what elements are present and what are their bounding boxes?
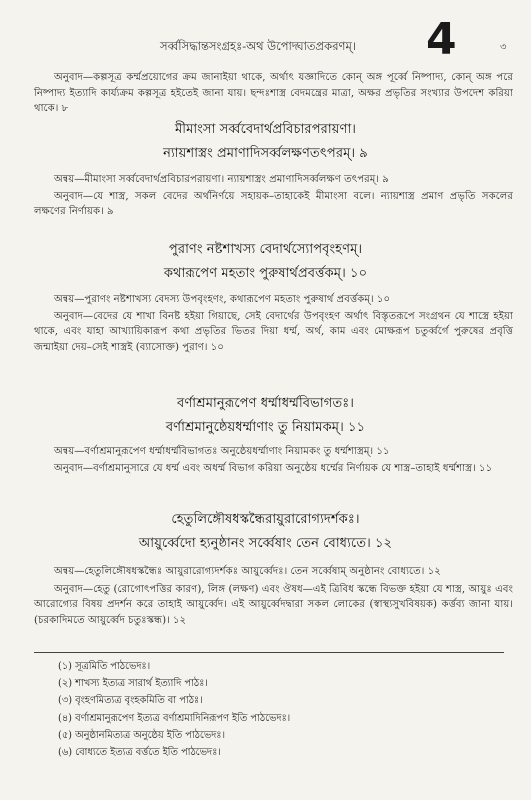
anvaya-paragraph: অন্বয়—হেতুলিঙ্গৌষধস্কন্ধৈঃ আয়ুরারোগ্যদর্শকঃ আয়ুর্ব্বেদঃ। তেন সর্ব্বেষাম্ অনুষ্ঠানং বোধ্যতে। ১২ bbox=[54, 566, 441, 577]
translation-8 bbox=[0, 70, 531, 117]
footnote: (২) শাখস্য ইত্যত্র সারার্থ ইত্যাদি পাঠঃ। bbox=[58, 678, 208, 690]
verse-line: বর্ণাশ্রমানুরূপেণ ধর্ম্মাধর্ম্মবিভাগতঃ। bbox=[176, 396, 354, 411]
translation-paragraph: অনুবাদ—বেদের যে শাখা বিনষ্ট হইয়া গিয়াছে, সেই বেদার্থের উপবৃংহণ অর্থাৎ বিস্তৃতরূপে সংগ্রথন যে শাস্ত্রে হইয়া থাকে, এবং যাহা আখ্যায়িকারূপ কথা প্রভৃতির ভিতর দিয়া ধর্ম্ম, অর্থ, কাম এবং মোক্ষরূপ চতুর্ব্বর্গে পুরুষের প্রবৃত্তি জন্মাইয়া দেয়–সেই শাস্ত্রই (ব্যাসোক্ত) পুরাণ। ১০ bbox=[34, 310, 513, 353]
verse-12 bbox=[0, 508, 531, 556]
verse-line: হেতুলিঙ্গৌষধস্কন্ধৈরায়ুরারোগ্যদর্শকঃ। bbox=[171, 512, 360, 527]
commentary-10 bbox=[0, 292, 531, 355]
footnote: (১) সূত্রমিতি পাঠভেদঃ। bbox=[58, 661, 151, 672]
commentary-11 bbox=[0, 444, 531, 476]
footnotes bbox=[58, 658, 290, 761]
verse-line: আয়ুর্ব্বেদো হ্যনুষ্ঠানং সর্ব্বেষাং তেন বোধ্যতে। ১২ bbox=[138, 536, 393, 551]
commentary-12 bbox=[0, 564, 531, 628]
page-number: ৩ bbox=[500, 42, 507, 53]
anvaya-paragraph: অন্বয়—বর্ণাশ্রমানুরূপেণ ধর্ম্মাধর্ম্মবিভাগতঃ অনুষ্ঠেয়ধর্ম্মাণাং নিয়ামকং তু ধর্ম্মশাস্ত্রম্‌। ১১ bbox=[54, 446, 390, 457]
verse-line: মীমাংসা সর্ব্ববেদার্থপ্রবিচারপরায়ণা। bbox=[174, 122, 357, 137]
handwritten-page-number: 4 bbox=[426, 14, 457, 65]
footnote-divider bbox=[34, 652, 504, 653]
commentary-9 bbox=[0, 172, 531, 220]
anvaya-paragraph: অন্বয়—পুরাণং নষ্টশাখস্য বেদস্য উপবৃংহণং, কথারূপেণ মহতাং পুরুষার্থ প্রবর্ত্তকম্‌। ১০ bbox=[54, 294, 391, 305]
footnote: (৬) বোধ্যতে ইত্যত্র বর্ত্ততে ইতি পাঠভেদঃ। bbox=[58, 747, 221, 759]
verse-11 bbox=[0, 392, 531, 440]
paragraph: অনুবাদ—কল্পসূত্র কর্ম্মপ্রয়োগের ক্রম জানাইয়া থাকে, অর্থাৎ যজ্ঞাদিতে কোন্ অঙ্গ পূর্ব্বে নিষ্পাদ্য, কোন্ অঙ্গ পরে নিষ্পাদ্য ইত্যাদি কার্য্যক্রম কল্পসূত্র হইতেই জানা যায়। ছন্দঃশাস্ত্র বেদমন্ত্রের মাত্রা, অক্ষর প্রভৃতির সংখ্যার উপদেশ করিয়া থাকে। ৮ bbox=[34, 72, 513, 115]
translation-paragraph: অনুবাদ—যে শাস্ত্র, সকল বেদের অর্থনির্ণয়ে সহায়ক–তাহাকেই মীমাংসা বলে। ন্যায়শাস্ত্র প্রমাণ প্রভৃতি সকলের লক্ষণের নির্ণায়ক। ৯ bbox=[34, 190, 513, 218]
footnote: (৪) বর্ণাশ্রমানুরূপেণ ইত্যত্র বর্ণাশ্রমাদিনিরূপণ ইতি পাঠভেদঃ। bbox=[58, 712, 291, 724]
footnote: (৩) বৃংহণমিত্যত্র বৃংহকমিতি বা পাঠঃ। bbox=[58, 695, 203, 707]
anvaya-paragraph: অন্বয়—মীমাংসা সর্ব্ববেদার্থপ্রবিচারপরায়ণা। ন্যায়শাস্ত্রং প্রমাণাদিসর্ব্বলক্ষণ তৎপরম্‌। ৯ bbox=[54, 174, 389, 185]
running-title: সর্ব্বসিদ্ধান্তসংগ্রহঃ-অথ উপোদ্ঘাতপ্রকরণম্। bbox=[160, 39, 356, 53]
page-header bbox=[0, 14, 531, 65]
verse-line: পুরাণং নষ্টশাখস্য বেদার্থস্যোপবৃংহণম্‌। bbox=[168, 242, 363, 257]
verse-10 bbox=[0, 238, 531, 286]
verse-line: কথারূপেণ মহতাং পুরুষার্থপ্রবর্ত্তকম্‌। ১০ bbox=[163, 266, 368, 281]
verse-9 bbox=[0, 118, 531, 166]
translation-paragraph: অনুবাদ—বর্ণাশ্রমানুসারে যে ধর্ম্ম এবং অধর্ম্ম বিভাগ করিয়া অনুষ্ঠেয় ধর্ম্মের নির্ণায়ক যে শাস্ত্র–তাহাই ধর্ম্মশাস্ত্র। ১১ bbox=[54, 462, 493, 474]
footnote: (৫) অনুষ্ঠানমিত্যত্র অনুষ্ঠেয় ইতি পাঠভেদঃ। bbox=[58, 729, 226, 741]
verse-line: ন্যায়শাস্ত্রং প্রমাণাদিসর্ব্বলক্ষণতৎপরম্‌। ৯ bbox=[163, 146, 368, 161]
translation-paragraph: অনুবাদ—হেতু (রোগোৎপত্তির কারণ), লিঙ্গ (লক্ষণ) এবং ঔষধ—এই ত্রিবিধ স্কন্ধে বিভক্ত হইয়া যে শাস্ত্র, আয়ুঃ এবং আরোগ্যের বিষয় প্রদর্শন করে তাহাই আয়ুর্ব্বেদ। এই আয়ুর্ব্বেদদ্বারা সকল লোকের (স্বাস্থ্যসুখবিষয়ক) কর্ত্তব্য জানা যায়। (চরকাদিমতে আয়ুর্ব্বেদ চতুঃস্কন্ধ)। ১২ bbox=[34, 583, 513, 626]
verse-line: বর্ণাশ্রমানুষ্ঠেয়ধর্ম্মাণাং তু নিয়ামকম্‌। ১১ bbox=[165, 420, 366, 435]
